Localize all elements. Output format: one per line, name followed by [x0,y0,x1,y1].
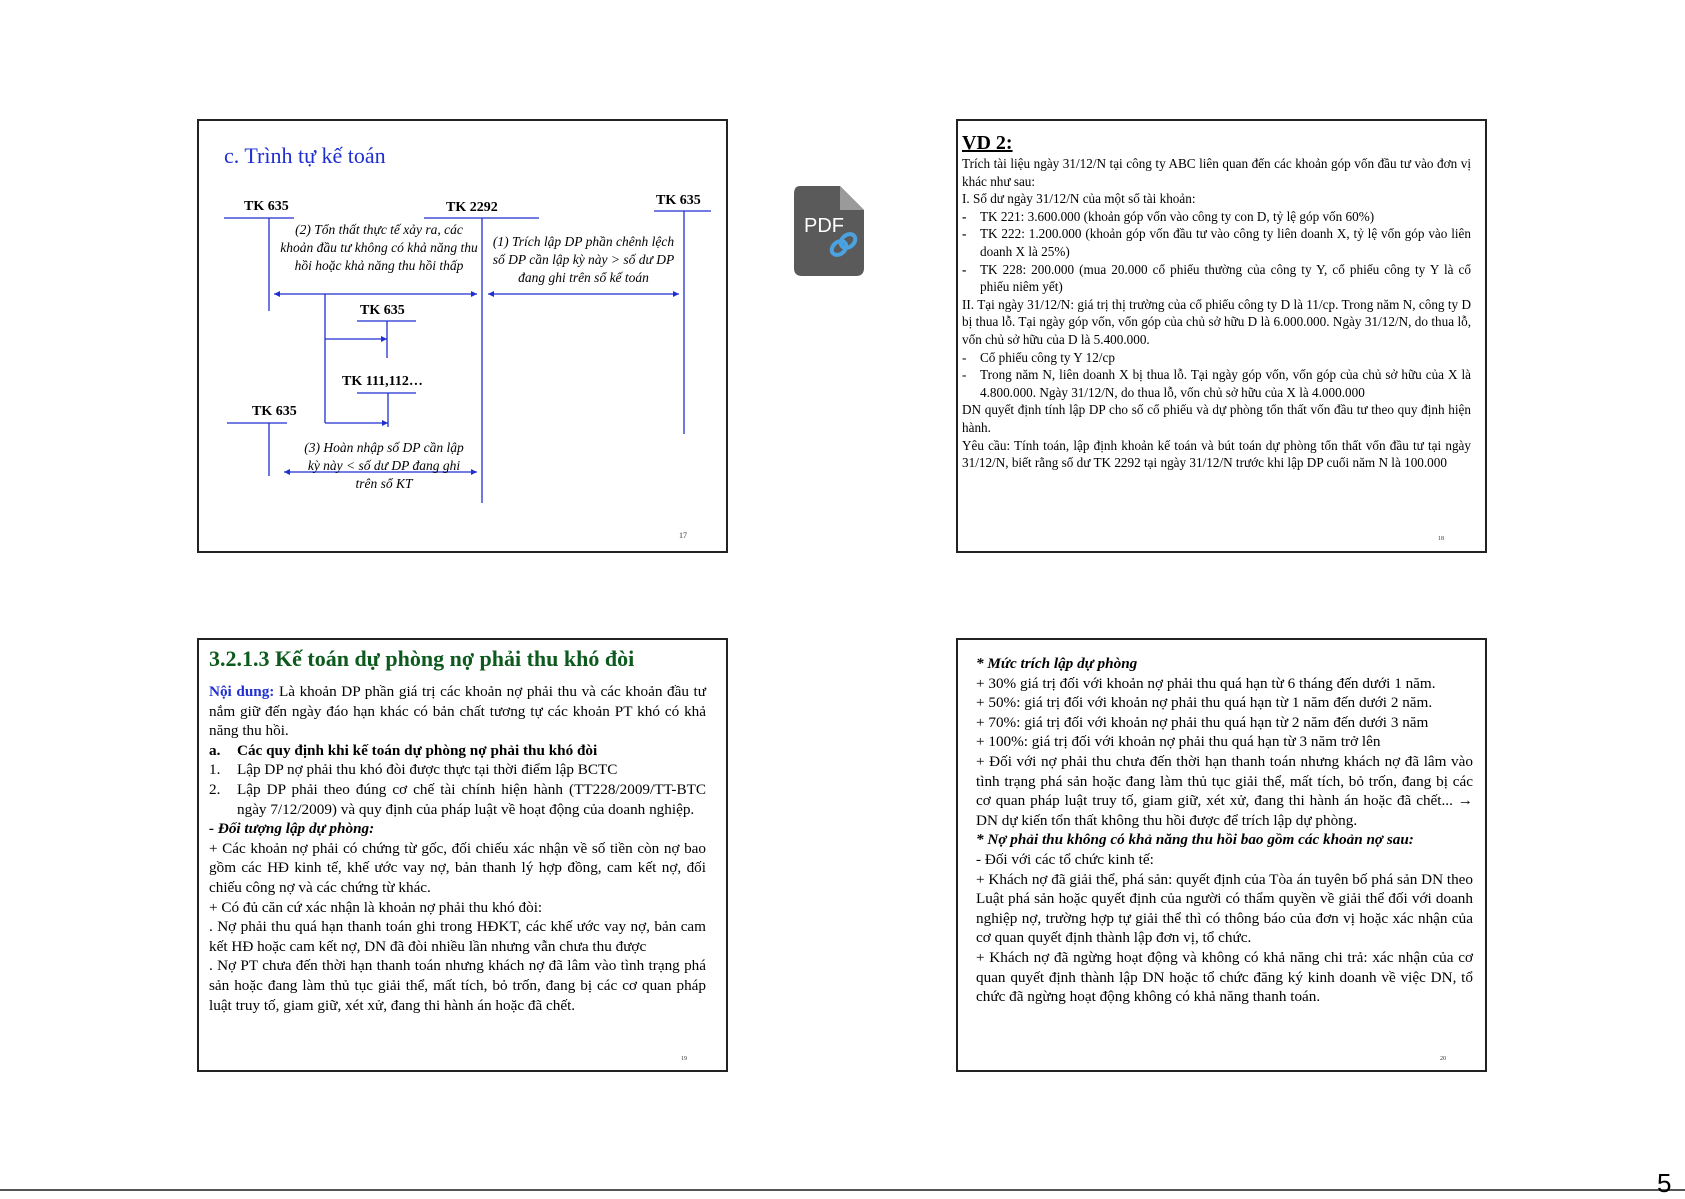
rate-line: + 30% giá trị đối với khoản nợ phải thu quá hạn từ 6 tháng đến dưới 1 năm. [976,674,1436,692]
paragraph: + Khách nợ đã ngừng hoạt động và không có khả năng chi trả: xác nhận của cơ quan quyết định thành lập DN hoặc tổ chức đăng ký kinh doanh về việc DN, tổ chức đã ngừng hoạt động không có khả năng thanh toán. [976,948,1473,1006]
rule-1: 1. Lập DP nợ phải thu khó đòi được thực tại thời điểm lập BCTC [209,761,618,779]
section-2: II. Tại ngày 31/12/N: giá trị thị trường của cổ phiếu công ty D là 11/cp. Trong năm N, công ty D bị thua lỗ. Tại ngày góp vốn, vốn góp của chủ sở hữu D là 6.000.000. Ngày 31/12/N, do thua lỗ, vốn chủ sở hữu của D là 5.400.000. [962,296,1471,347]
pdf-link-icon[interactable] [794,186,864,276]
page-number: 19 [681,1056,687,1062]
paragraph: . Nợ PT chưa đến thời hạn thanh toán nhưng khách nợ đã lâm vào tình trạng phá sản hoặc đang làm thủ tục giải thể, mất tích, bỏ trốn, đang bị các cơ quan pháp luật truy tố, giam giữ, xét xử, đang thi hành án hoặc đã chết. [209,957,706,1014]
decision-text: DN quyết định tính lập DP cho số cổ phiếu và dự phòng tổn thất vốn đầu tư theo quy định hiện hành. [962,402,1471,435]
slide-20 [956,638,1487,1072]
list-item: - TK 222: 1.200.000 (khoản góp vốn đầu tư vào công ty liên doanh X, tỷ lệ vốn góp vào liên doanh X là 25%) [962,226,1471,259]
section-1: I. Số dư ngày 31/12/N của một số tài khoản: [962,191,1196,207]
heading-provision-rate: * Mức trích lập dự phòng [976,655,1138,672]
tk-2292-label: TK 2292 [446,200,498,215]
slide-19 [197,638,728,1072]
heading-uncollectible: * Nợ phải thu không có khả năng thu hồi bao gồm các khoản nợ sau: [976,831,1414,849]
paragraph: . Nợ phải thu quá hạn thanh toán ghi trong HĐKT, các khế ước vay nợ, bản cam kết HĐ hoặc cam kết nợ, DN đã đòi nhiều lần nhưng vẫn chưa thu được [209,918,706,955]
tk-635-bottom-label: TK 635 [252,404,297,419]
slide-title: VD 2: [962,132,1013,154]
page-number: 20 [1440,1056,1446,1062]
list-item: - TK 228: 200.000 (mua 20.000 cổ phiếu thường của công ty Y, cổ phiếu công ty Y là cổ phiếu niêm yết) [962,261,1471,295]
page-corner-number: 5 [1657,1168,1672,1198]
tk-635-mid-label: TK 635 [360,303,405,318]
tk-111-112-label: TK 111,112… [342,374,423,389]
rate-line: + 70%: giá trị đối với khoản nợ phải thu quá hạn từ 2 năm đến dưới 3 năm [976,713,1429,731]
tk-635-left-label: TK 635 [244,199,289,214]
requirement-text: Yêu cầu: Tính toán, lập định khoản kế toán và bút toán dự phòng tổn thất vốn đầu tư tại ngày 31/12/N, biết rằng số dư TK 2292 tại ngày 31/12/N trước khi lập DP cuối năm N là 100.000 [962,437,1471,471]
paragraph: + Có đủ căn cứ xác nhận là khoản nợ phải thu khó đòi: [209,898,543,916]
list-item: - Cổ phiếu công ty Y 12/cp [962,349,1115,365]
page-divider [0,1189,1685,1191]
content-paragraph: Nội dung: Là khoản DP phần giá trị các khoản nợ phải thu và các khoản đầu tư nắm giữ đến ngày đáo hạn khác có bản chất tương tự các khoản PT khó có khả năng thu hồi. [209,683,706,740]
page-number: 18 [1438,536,1444,542]
intro-text: Trích tài liệu ngày 31/12/N tại công ty ABC liên quan đến các khoản góp vốn đầu tư vào đơn vị khác như sau: [962,156,1471,189]
note-2: (2) Tổn thất thực tế xảy ra, các khoản đầu tư không có khả năng thu hồi hoặc khả năng thu hồi thấp [280,222,478,273]
paragraph: + Các khoản nợ phải có chứng từ gốc, đối chiếu xác nhận về số tiền còn nợ bao gồm các HĐ kinh tế, khế ước vay nợ, bản thanh lý hợp đồng, cam kết nợ, đối chiếu công nợ và các chứng từ khác. [209,839,706,896]
slide-title: 3.2.1.3 Kế toán dự phòng nợ phải thu khó đòi [209,646,635,671]
list-item: - TK 221: 3.600.000 (khoản góp vốn vào công ty con D, tỷ lệ góp vốn 60%) [962,208,1375,224]
note-1: (1) Trích lập DP phần chênh lệch số DP cần lập kỳ này > số dư DP đang ghi trên sổ kế toán [492,234,675,285]
paragraph: + Đối với nợ phải thu chưa đến thời hạn thanh toán nhưng khách nợ đã lâm vào tình trạng phá sản hoặc đang làm thủ tục giải thể, mất tích, bỏ trốn, đang bị các cơ quan pháp luật truy tố, giam giữ, xét xử, đang thi hành án hoặc đã chết... → DN dự kiến tổn thất không thu hồi được để trích lập dự phòng. [976,752,1473,829]
slide-18 [956,119,1487,553]
page-number: 17 [679,531,687,540]
paragraph: + Khách nợ đã giải thể, phá sản: quyết định của Tòa án tuyên bố phá sản DN theo Luật phá sản hoặc quyết định của người có thẩm quyền về giải thể đối với doanh nghiệp nợ, trường hợp tự giải thể thì có thông báo của đơn vị hoặc xác nhận của cơ quan quyết định thành lập đơn vị, tổ chức. [976,870,1473,947]
rule-2: 2. Lập DP phải theo đúng cơ chế tài chính hiện hành (TT228/2009/TT-BTC ngày 7/12/2009) và quy định của pháp luật về hoạt động của doanh nghiệp. [209,780,706,818]
heading-a: a. Các quy định khi kế toán dự phòng nợ phải thu khó đòi [209,741,598,759]
subject-heading: - Đối tượng lập dự phòng: [209,820,375,838]
list-item: - Trong năm N, liên doanh X bị thua lỗ. Tại ngày góp vốn, vốn góp của chủ sở hữu của X là 4.800.000. Ngày 31/12/N, do thua lỗ, vốn chủ sở hữu của X là 4.000.000 [962,367,1471,400]
note-3: (3) Hoàn nhập số DP cần lập kỳ này < số dư DP đang ghi trên sổ KT [304,440,464,491]
slide-title: c. Trình tự kế toán [224,143,386,168]
rate-line: + 100%: giá trị đối với khoản nợ phải thu quá hạn từ 3 năm trở lên [976,733,1381,751]
rate-line: + 50%: giá trị đối với khoản nợ phải thu quá hạn từ 1 năm đến dưới 2 năm. [976,694,1433,712]
pdf-label: PDF [804,215,844,237]
tk-635-right-label: TK 635 [656,193,701,208]
slide-17 [197,119,728,553]
paragraph: - Đối với các tổ chức kinh tế: [976,850,1154,868]
